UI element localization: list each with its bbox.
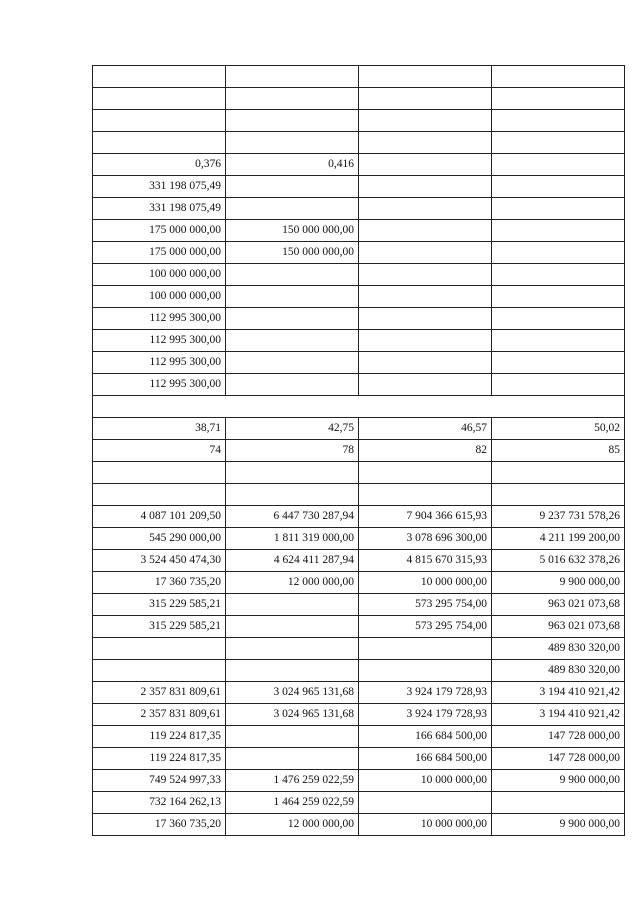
table-cell: 4 815 670 315,93: [359, 550, 492, 572]
table-cell: [226, 198, 359, 220]
table-cell: [492, 352, 625, 374]
financial-data-table: [92, 65, 625, 836]
table-cell: 112 995 300,00: [93, 374, 226, 396]
table-row: [93, 572, 625, 594]
table-cell: 112 995 300,00: [93, 352, 226, 374]
table-cell: 166 684 500,00: [359, 726, 492, 748]
table-cell: [492, 308, 625, 330]
table-cell: [226, 638, 359, 660]
table-cell: 82: [359, 440, 492, 462]
table-cell: 12 000 000,00: [226, 572, 359, 594]
table-cell: [492, 132, 625, 154]
table-row: [93, 594, 625, 616]
table-cell: 963 021 073,68: [492, 616, 625, 638]
table-cell: 74: [93, 440, 226, 462]
table-cell: 119 224 817,35: [93, 748, 226, 770]
table-cell: [492, 242, 625, 264]
table-cell: 315 229 585,21: [93, 594, 226, 616]
table-cell: 3 924 179 728,93: [359, 682, 492, 704]
table-cell: 331 198 075,49: [93, 176, 226, 198]
table-cell: [359, 176, 492, 198]
table-cell: 1 811 319 000,00: [226, 528, 359, 550]
table-cell: 150 000 000,00: [226, 242, 359, 264]
table-row: [93, 792, 625, 814]
table-cell: 112 995 300,00: [93, 330, 226, 352]
table-row: [93, 528, 625, 550]
table-cell: [93, 66, 226, 88]
table-cell: 5 016 632 378,26: [492, 550, 625, 572]
table-row: [93, 814, 625, 836]
table-cell: [93, 110, 226, 132]
table-cell: 175 000 000,00: [93, 220, 226, 242]
table-cell: 100 000 000,00: [93, 264, 226, 286]
table-cell: 85: [492, 440, 625, 462]
table-cell: [359, 286, 492, 308]
table-cell: [492, 220, 625, 242]
table-cell: 3 078 696 300,00: [359, 528, 492, 550]
table-cell: [226, 110, 359, 132]
table-row: [93, 198, 625, 220]
table-cell: 2 357 831 809,61: [93, 704, 226, 726]
table-cell: 749 524 997,33: [93, 770, 226, 792]
table-cell: [492, 88, 625, 110]
table-cell: [492, 176, 625, 198]
table-cell: [359, 330, 492, 352]
table-cell: [226, 286, 359, 308]
table-cell: 100 000 000,00: [93, 286, 226, 308]
table-cell: 166 684 500,00: [359, 748, 492, 770]
table-cell: 0,416: [226, 154, 359, 176]
table-cell: [359, 132, 492, 154]
table-row: [93, 374, 625, 396]
table-cell: [226, 726, 359, 748]
table-cell: [359, 462, 492, 484]
table-cell: 573 295 754,00: [359, 616, 492, 638]
table-row: [93, 220, 625, 242]
table-row: [93, 616, 625, 638]
table-cell: [492, 792, 625, 814]
table-cell: [93, 638, 226, 660]
table-row: [93, 682, 625, 704]
table-cell: [226, 484, 359, 506]
table-cell: 150 000 000,00: [226, 220, 359, 242]
table-cell: [359, 110, 492, 132]
table-cell: 3 024 965 131,68: [226, 704, 359, 726]
table-cell: 17 360 735,20: [93, 572, 226, 594]
table-cell: 4 624 411 287,94: [226, 550, 359, 572]
table-cell: 3 924 179 728,93: [359, 704, 492, 726]
table-row: [93, 550, 625, 572]
table-cell: [492, 462, 625, 484]
table-row: [93, 726, 625, 748]
table-cell: [492, 198, 625, 220]
table-cell: 147 728 000,00: [492, 748, 625, 770]
table-cell: 573 295 754,00: [359, 594, 492, 616]
table-cell: 9 900 000,00: [492, 770, 625, 792]
table-cell: [93, 396, 625, 418]
table-cell: [226, 330, 359, 352]
table-row: [93, 704, 625, 726]
table-cell: 7 904 366 615,93: [359, 506, 492, 528]
table-row: [93, 110, 625, 132]
table-cell: [492, 286, 625, 308]
table-cell: [359, 154, 492, 176]
table-cell: 3 194 410 921,42: [492, 682, 625, 704]
table-cell: [492, 110, 625, 132]
table-cell: [359, 374, 492, 396]
table-row: [93, 638, 625, 660]
table-row: [93, 484, 625, 506]
table-cell: [226, 308, 359, 330]
table-cell: [359, 660, 492, 682]
table-cell: [359, 198, 492, 220]
table-cell: 9 237 731 578,26: [492, 506, 625, 528]
table-cell: [359, 308, 492, 330]
table-row: [93, 264, 625, 286]
table-cell: 9 900 000,00: [492, 572, 625, 594]
table-cell: [359, 638, 492, 660]
table-cell: [226, 352, 359, 374]
table-cell: 175 000 000,00: [93, 242, 226, 264]
table-cell: 46,57: [359, 418, 492, 440]
table-cell: [359, 242, 492, 264]
table-cell: [492, 484, 625, 506]
table-cell: [226, 66, 359, 88]
table-cell: 17 360 735,20: [93, 814, 226, 836]
table-row: [93, 352, 625, 374]
table-cell: 12 000 000,00: [226, 814, 359, 836]
table-cell: 3 524 450 474,30: [93, 550, 226, 572]
table-cell: 545 290 000,00: [93, 528, 226, 550]
table-cell: [492, 66, 625, 88]
table-row: [93, 330, 625, 352]
table-row: [93, 396, 625, 418]
table-row: [93, 308, 625, 330]
table-cell: 9 900 000,00: [492, 814, 625, 836]
table-cell: 1 476 259 022,59: [226, 770, 359, 792]
table-cell: 119 224 817,35: [93, 726, 226, 748]
table-cell: [359, 220, 492, 242]
table-cell: [226, 264, 359, 286]
table-row: [93, 66, 625, 88]
table-cell: 6 447 730 287,94: [226, 506, 359, 528]
table-cell: 10 000 000,00: [359, 770, 492, 792]
table-cell: [93, 462, 226, 484]
table-cell: 489 830 320,00: [492, 638, 625, 660]
table-cell: [359, 264, 492, 286]
table-cell: 78: [226, 440, 359, 462]
table-row: [93, 242, 625, 264]
table-cell: [226, 132, 359, 154]
table-cell: [93, 660, 226, 682]
table-cell: 147 728 000,00: [492, 726, 625, 748]
table-row: [93, 176, 625, 198]
table-cell: [226, 374, 359, 396]
table-cell: [359, 352, 492, 374]
table-cell: [226, 748, 359, 770]
table-row: [93, 132, 625, 154]
table-row: [93, 506, 625, 528]
table-cell: 10 000 000,00: [359, 814, 492, 836]
table-cell: 732 164 262,13: [93, 792, 226, 814]
table-row: [93, 88, 625, 110]
table-cell: 315 229 585,21: [93, 616, 226, 638]
table-cell: 3 024 965 131,68: [226, 682, 359, 704]
table-cell: 3 194 410 921,42: [492, 704, 625, 726]
table-cell: [359, 484, 492, 506]
table-cell: [226, 176, 359, 198]
table-cell: [93, 484, 226, 506]
table-cell: [226, 594, 359, 616]
table-cell: 50,02: [492, 418, 625, 440]
table-cell: 4 087 101 209,50: [93, 506, 226, 528]
table-cell: [359, 66, 492, 88]
table-cell: [492, 330, 625, 352]
table-cell: [226, 88, 359, 110]
table-cell: [492, 154, 625, 176]
table-cell: 963 021 073,68: [492, 594, 625, 616]
table-cell: [226, 660, 359, 682]
table-cell: 112 995 300,00: [93, 308, 226, 330]
table-cell: 4 211 199 200,00: [492, 528, 625, 550]
table-row: [93, 748, 625, 770]
table-row: [93, 154, 625, 176]
table-cell: [226, 462, 359, 484]
table-row: [93, 660, 625, 682]
table-row: [93, 418, 625, 440]
table-body: [93, 66, 625, 836]
table-cell: [359, 88, 492, 110]
table-cell: 2 357 831 809,61: [93, 682, 226, 704]
table-cell: 38,71: [93, 418, 226, 440]
table-cell: 331 198 075,49: [93, 198, 226, 220]
table-cell: [359, 792, 492, 814]
table-cell: 42,75: [226, 418, 359, 440]
table-cell: 0,376: [93, 154, 226, 176]
table-row: [93, 286, 625, 308]
table-row: [93, 770, 625, 792]
table-cell: 10 000 000,00: [359, 572, 492, 594]
table-cell: 489 830 320,00: [492, 660, 625, 682]
table-cell: [93, 132, 226, 154]
table-cell: [93, 88, 226, 110]
table-row: [93, 462, 625, 484]
table-cell: [492, 374, 625, 396]
table-row: [93, 440, 625, 462]
table-cell: 1 464 259 022,59: [226, 792, 359, 814]
table-cell: [492, 264, 625, 286]
table-cell: [226, 616, 359, 638]
